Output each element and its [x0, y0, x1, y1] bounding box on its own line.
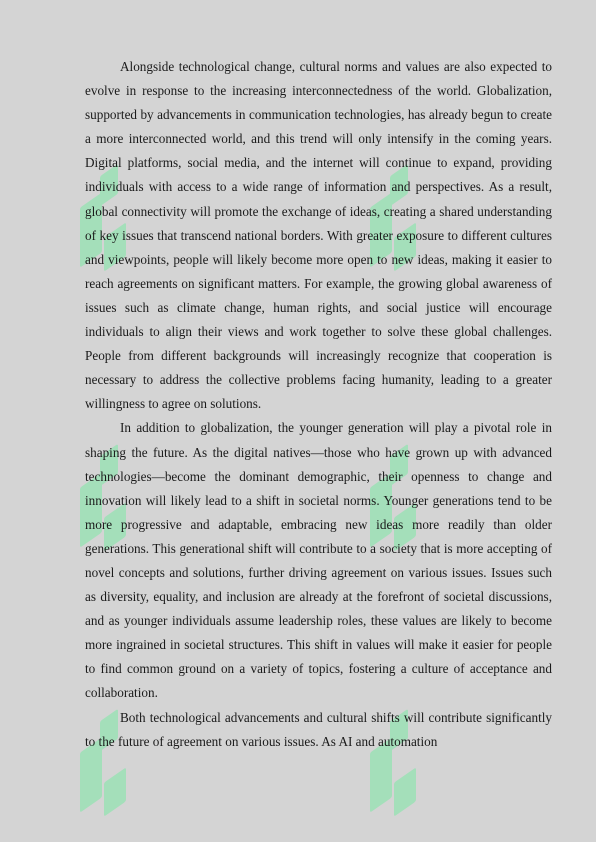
document-body — [85, 55, 552, 754]
body-paragraph: Alongside technological change, cultural norms and values are also expected to evolve in response to the increasing interconnectedness of the world. Globalization, supported by advancements in communication technologies, has already begun to create a more interconnected world, and this trend will only intensify in the coming years. Digital platforms, social media, and the internet will continue to expand, providing individuals with access to a wide range of information and perspectives. As a result, global connectivity will promote the exchange of ideas, creating a shared understanding of key issues that transcend national borders. With greater exposure to different cultures and viewpoints, people will likely become more open to new ideas, making it easier to reach agreements on significant matters. For example, the growing global awareness of issues such as climate change, human rights, and social justice will encourage individuals to align their views and work together to solve these global challenges. People from different backgrounds will increasingly recognize that cooperation is necessary to address the collective problems facing humanity, leading to a greater willingness to agree on solutions. — [85, 59, 552, 412]
body-paragraph: Both technological advancements and cultural shifts will contribute significantly to the future of agreement on various issues. As AI and automation — [85, 709, 552, 749]
body-paragraph: In addition to globalization, the younger generation will play a pivotal role in shaping the future. As the digital natives—those who have grown up with advanced technologies—become the dominant demographic, their openness to change and innovation will likely lead to a shift in societal norms. Younger generations tend to be more progressive and adaptable, embracing new ideas more readily than older generations. This generational shift will contribute to a society that is more accepting of novel concepts and solutions, further driving agreement on various issues. Issues such as diversity, equality, and inclusion are already at the forefront of societal discussions, and as younger individuals assume leadership roles, these values are likely to become more ingrained in societal structures. This shift in values will make it easier for people to find common ground on a variety of topics, fostering a culture of acceptance and collaboration. — [85, 420, 552, 701]
